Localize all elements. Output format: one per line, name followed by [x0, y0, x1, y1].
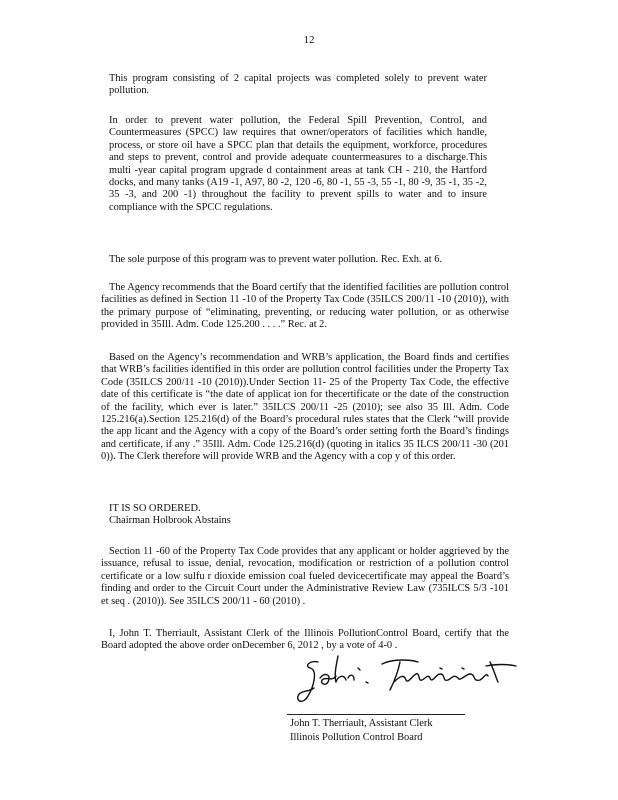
paragraph-program-completed: This program consisting of 2 capital projects was completed solely to prevent water pollution. — [109, 73, 487, 97]
handwritten-signature — [290, 652, 530, 710]
signer-organization: Illinois Pollution Control Board — [290, 732, 423, 743]
paragraph-agency-recommends: The Agency recommends that the Board certify that the identified facilities are pollution control facilities as defined in Section 11 -10 of the Property Tax Code (35ILCS 200/11 -10 (2010)), with the primary purpose of “eliminating, preventing, or reducing water pollution, or as otherwise provided in 35Ill. Adm. Code 125.200 . . . .” Rec. at 2. — [101, 282, 509, 331]
paragraph-clerk-certification: I, John T. Therriault, Assistant Clerk of the Illinois PollutionControl Board, certify that the Board adopted the above order onDecember 6, 2012 , by a vote of 4-0 . — [101, 628, 509, 652]
signature-line — [287, 714, 465, 715]
paragraph-board-finds: Based on the Agency’s recommendation and WRB’s application, the Board finds and certifies that WRB’s facilities identified in this order are pollution control facilities under the Property Tax Code (35ILCS 200/11 -10 (2010)).Under Section 11- 25 of the Property Tax Code, the effective date of this certificate is “the date of applicat ion for thecertificate or the date of the construction of the facility, which ever is later.” 35ILCS 200/11 -25 (2010); see also 35 Ill. Adm. Code 125.216(a).Section 125.216(d) of the Board’s procedural rules states that the Clerk “will provide the app licant and the Agency with a copy of the Board’s order setting forth the Board’s findings and certificate, if any .” 35Ill. Adm. Code 125.216(d) (quoting in italics 35 ILCS 200/11 -30 (201 0)). The Clerk therefore will provide WRB and the Agency with a cop y of this order. — [101, 352, 509, 463]
order-statement: IT IS SO ORDERED. Chairman Holbrook Abstains — [109, 503, 487, 528]
paragraph-spcc-requirements: In order to prevent water pollution, the Federal Spill Prevention, Control, and Countermeasures (SPCC) law requires that owner/operators of facilities which handle, process, or store oil have a SPCC plan that details the equipment, workforce, procedures and steps to prevent, control and provide adequate countermeasures to a discharge.This multi -year capital program upgrade d containment areas at tank CH - 210, the Hartford docks, and many tanks (A19 -1, A97, 80 -2, 120 -6, 80 -1, 55 -3, 55 -1, 80 -9, 35 -1, 35 -2, 35 -3, and 200 -1) throughout the facility to prevent spills to water and to insure compliance with the SPCC regulations. — [109, 115, 487, 213]
abstention-note: Chairman Holbrook Abstains — [109, 515, 231, 527]
paragraph-appeal-rights: Section 11 -60 of the Property Tax Code provides that any applicant or holder aggrieved by the issuance, refusal to issue, denial, revocation, modification or restriction of a pollution control certificate or a low sulfu r dioxide emission coal fueled devicecertificate may appeal the Board’s finding and order to the Circuit Court under the Administrative Review Law (735ILCS 5/3 -101 et seq . (2010)). See 35ILCS 200/11 - 60 (2010) . — [101, 546, 509, 607]
page-number: 12 — [303, 34, 315, 46]
paragraph-sole-purpose: The sole purpose of this program was to prevent water pollution. Rec. Exh. at 6. — [109, 254, 442, 265]
signature-block — [290, 717, 433, 745]
signer-name-title: John T. Therriault, Assistant Clerk — [290, 718, 433, 729]
